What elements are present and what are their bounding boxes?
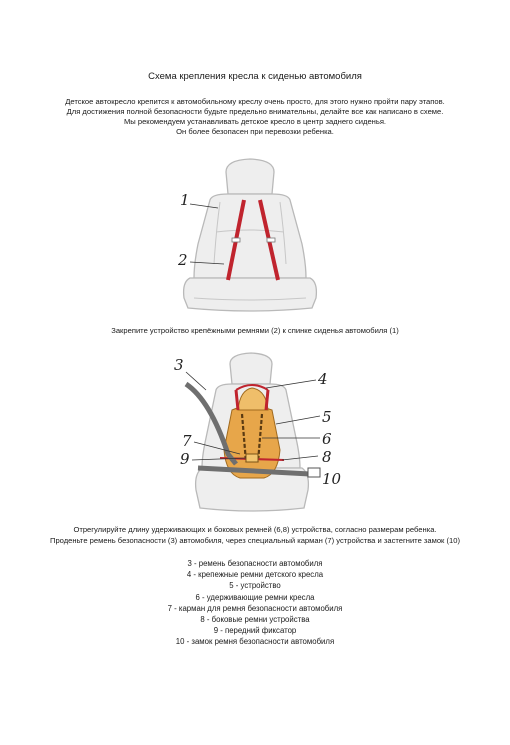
label-4: 4 [318, 370, 328, 388]
seat-cushion [184, 278, 317, 311]
legend-item: 9 - передний фиксатор [213, 626, 297, 636]
figure1-caption [10, 325, 500, 336]
child-device [224, 406, 280, 478]
legend [60, 558, 450, 648]
intro-line: Мы рекомендуем устанавливать детское кресло в центр заднего сиденья. [123, 117, 387, 126]
label-10: 10 [322, 470, 342, 488]
headrest [230, 353, 272, 384]
caption-line: Закрепите устройство крепёжными ремнями (2) к спинке сиденья автомобиля (1) [111, 326, 399, 335]
legend-item: 10 - замок ремня безопасности автомобиля [175, 637, 335, 647]
seatbelt-lock [308, 468, 320, 477]
label-7: 7 [182, 432, 192, 450]
buckle [267, 238, 275, 242]
label-5: 5 [322, 408, 332, 426]
legend-item: 5 - устройство [229, 581, 281, 591]
figure-device-installed [150, 350, 350, 520]
legend-item: 3 - ремень безопасности автомобиля [187, 559, 323, 568]
caption-line: Отрегулируйте длину удерживающих и боковых ремней (6,8) устройства, согласно размерам ребенка. [73, 525, 437, 534]
intro-text [20, 97, 490, 137]
intro-line: Для достижения полной безопасности будьте предельно внимательны, делайте все как написано в схеме. [66, 107, 444, 116]
figure-seat-straps [150, 152, 350, 317]
buckle [232, 238, 240, 242]
caption-line: Проденьте ремень безопасности (3) автомобиля, через специальный карман (7) устройства и застегните замок (10) [49, 536, 460, 545]
mounting-strap [266, 390, 268, 410]
legend-item: 4 - крепежные ремни детского кресла [186, 570, 324, 580]
label-8: 8 [322, 448, 332, 466]
label-1: 1 [180, 191, 190, 209]
mounting-strap [236, 390, 238, 410]
legend-item: 8 - боковые ремни устройства [200, 615, 310, 625]
label-3: 3 [174, 356, 184, 374]
label-9: 9 [180, 450, 190, 468]
label-2: 2 [178, 251, 188, 269]
page-title: Схема крепления кресла к сиденью автомобиля [148, 71, 362, 82]
intro-line: Он более безопасен при перевозки ребенка. [176, 127, 334, 136]
intro-line: Детское автокресло крепится к автомобильному креслу очень просто, для этого нужно пройти пару этапов. [65, 97, 445, 106]
front-clip [246, 454, 258, 462]
headrest [226, 159, 274, 194]
legend-item: 7 - карман для ремня безопасности автомобиля [167, 603, 343, 613]
label-6: 6 [322, 430, 332, 448]
figure2-caption [10, 524, 500, 546]
legend-item: 6 - удерживающие ремни кресла [195, 592, 315, 602]
